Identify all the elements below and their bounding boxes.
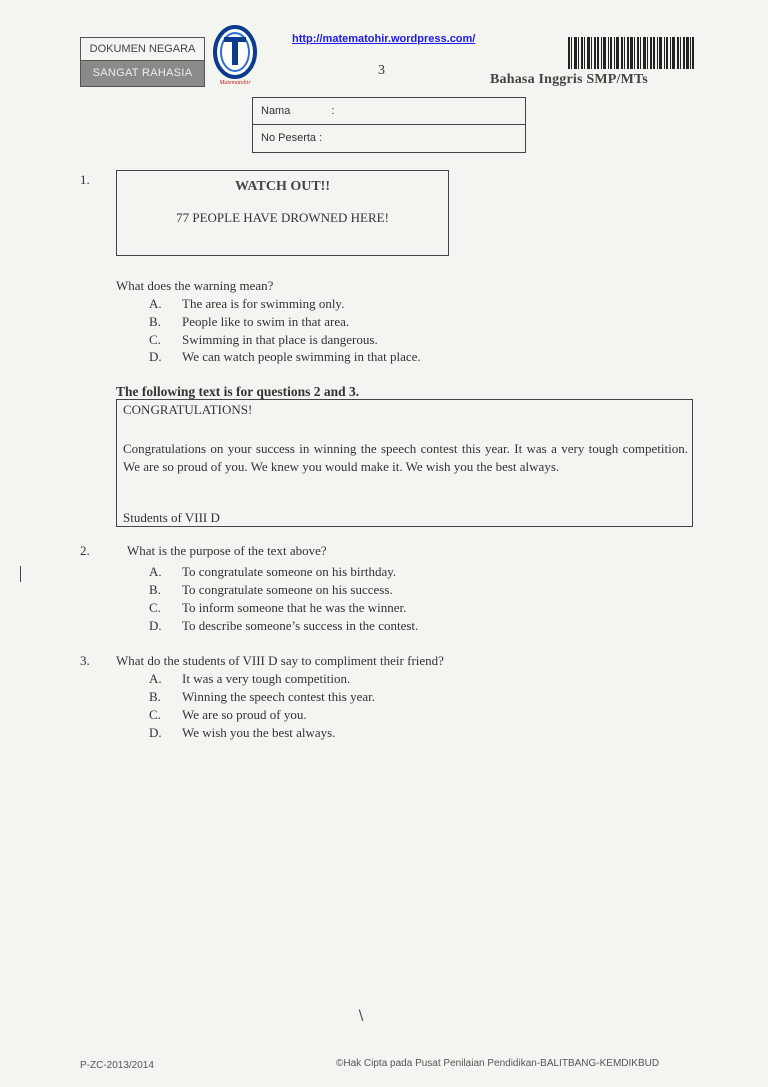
question-1-option-d[interactable]: D. We can watch people swimming in that place.	[149, 349, 421, 364]
footer-copyright: ©Hak Cipta pada Pusat Penilaian Pendidikan-BALITBANG-KEMDIKBUD	[336, 1058, 660, 1069]
question-2-option-c[interactable]: C. To inform someone that he was the winner.	[149, 600, 407, 615]
question-3-option-d[interactable]: D. We wish you the best always.	[149, 725, 336, 740]
stamp-line-2: SANGAT RAHASIA	[81, 61, 204, 86]
logo-label: Matematohir	[219, 80, 251, 86]
candidate-identity-box	[252, 97, 526, 153]
barcode-icon	[568, 37, 694, 69]
stamp-line-1: DOKUMEN NEGARA	[81, 38, 204, 61]
warning-sign-box	[116, 170, 449, 256]
matematohir-logo-icon	[212, 25, 258, 87]
warning-sign-title: WATCH OUT!!	[234, 179, 331, 194]
warning-sign-text: 77 PEOPLE HAVE DROWNED HERE!	[176, 210, 389, 225]
question-1-option-a[interactable]: A. The area is for swimming only.	[149, 296, 345, 311]
page-number: 3	[378, 63, 385, 78]
question-2-option-a[interactable]: A. To congratulate someone on his birthday.	[149, 564, 397, 579]
classification-stamp	[80, 37, 205, 87]
question-2-number: 2.	[80, 543, 90, 558]
margin-mark	[20, 566, 21, 582]
stray-mark: ∖	[356, 1009, 365, 1024]
passage-heading: CONGRATULATIONS!	[123, 402, 253, 417]
question-1-stem: What does the warning mean?	[116, 278, 274, 293]
question-3-option-b[interactable]: B. Winning the speech contest this year.	[149, 689, 375, 704]
congratulations-text-box	[116, 399, 693, 527]
name-label: Nama	[261, 105, 291, 117]
subject-title: Bahasa Inggris SMP/MTs	[490, 72, 648, 87]
candidate-number-label: No Peserta :	[261, 132, 323, 144]
question-3-option-a[interactable]: A. It was a very tough competition.	[149, 671, 351, 686]
name-field[interactable]	[253, 98, 525, 124]
passage-lead-in: The following text is for questions 2 and 3.	[116, 384, 360, 399]
name-colon: :	[331, 105, 335, 117]
source-url-link[interactable]: http://matematohir.wordpress.com/	[292, 33, 476, 45]
question-2-option-d[interactable]: D. To describe someone’s success in the contest.	[149, 618, 419, 633]
question-1-number: 1.	[80, 172, 90, 187]
question-2-option-b[interactable]: B. To congratulate someone on his success.	[149, 582, 393, 597]
question-1-option-c[interactable]: C. Swimming in that place is dangerous.	[149, 332, 378, 347]
passage-body: Congratulations on your success in winning the speech contest this year. It was a very tough competition. We are so proud of you. We knew you would make it. We wish you the best always.	[123, 441, 688, 474]
footer-document-code: P-ZC-2013/2014	[80, 1060, 154, 1071]
passage-signature: Students of VIII D	[123, 510, 220, 525]
question-1-option-b[interactable]: B. People like to swim in that area.	[149, 314, 350, 329]
question-3-option-c[interactable]: C. We are so proud of you.	[149, 707, 307, 722]
question-2-stem: What is the purpose of the text above?	[127, 543, 327, 558]
question-3-stem: What do the students of VIII D say to compliment their friend?	[116, 653, 444, 668]
candidate-number-field[interactable]	[253, 124, 525, 151]
question-3-number: 3.	[80, 653, 90, 668]
